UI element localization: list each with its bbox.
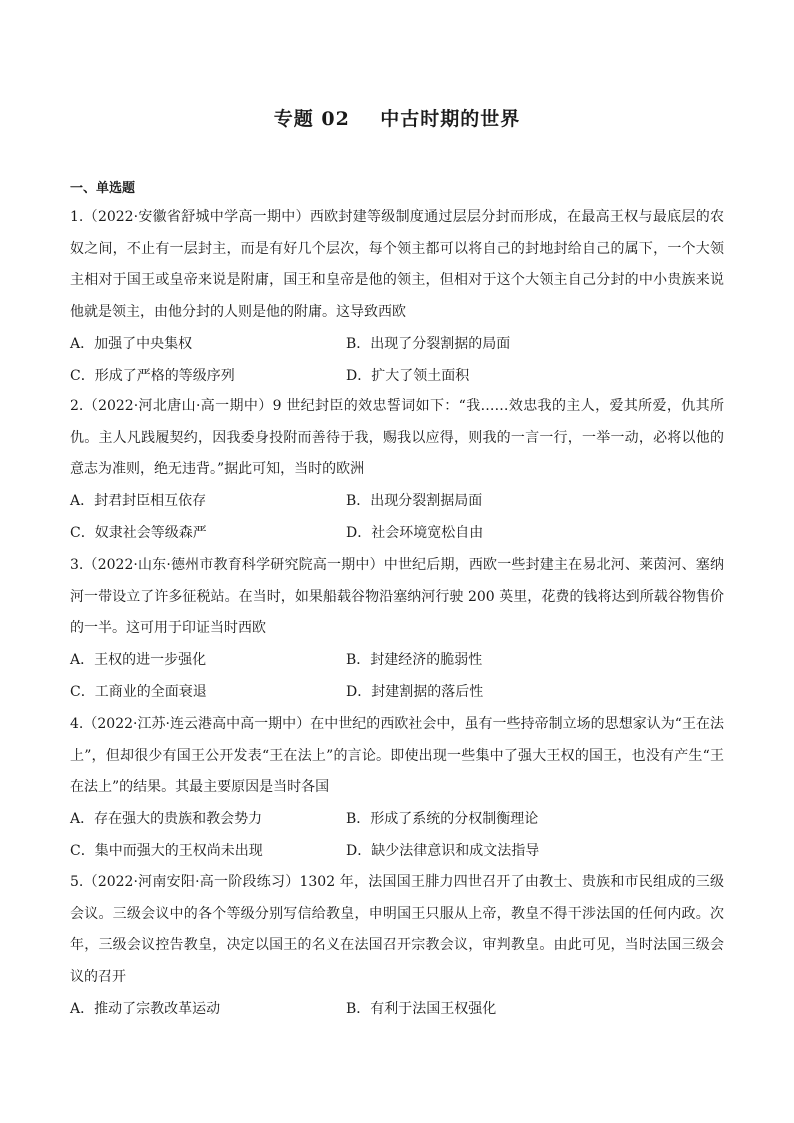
option-b: B．有利于法国王权强化: [346, 1000, 497, 1017]
question-1: [70, 202, 724, 392]
option-c: C．奴隶社会等级森严: [70, 524, 207, 541]
question-3: [70, 550, 724, 709]
question-stem: 3.（2022·山东·德州市教育科学研究院高一期中）中世纪后期，西欧一些封建主在易北河、莱茵河、塞纳河一带设立了许多征税站。在当时，如果船载谷物沿塞纳河行驶 200 英里，花费的钱将达到所载谷物售价的一半。这可用于印证当时西欧: [70, 557, 724, 637]
option-d: D．缺少法律意识和成文法指导: [346, 842, 540, 859]
option-c: C．集中而强大的王权尚未出现: [70, 842, 263, 859]
option-b: B．出现分裂割据局面: [346, 493, 483, 510]
option-a: A．推动了宗教改革运动: [70, 1000, 221, 1017]
question-stem: 4.（2022·江苏·连云港高中高一期中）在中世纪的西欧社会中，虽有一些持帝制立场的思想家认为“王在法上”，但却很少有国王公开发表“王在法上”的言论。即使出现一些集中了强大王权的国王，也没有产生“王在法上”的结果。其最主要原因是当时各国: [70, 716, 724, 796]
option-c: C．工商业的全面衰退: [70, 683, 207, 700]
option-a: A．封君封臣相互依存: [70, 493, 207, 510]
option-d: D．扩大了领土面积: [346, 367, 470, 384]
option-d: D．封建割据的落后性: [346, 683, 484, 700]
option-b: B．出现了分裂割据的局面: [346, 335, 511, 352]
option-list: [70, 486, 724, 549]
option-c: C．形成了严格的等级序列: [70, 367, 235, 384]
question-5: [70, 867, 724, 1026]
option-list: [70, 804, 724, 867]
section-heading: 一、单选题: [70, 181, 136, 196]
option-d: D．社会环境宽松自由: [346, 524, 484, 541]
option-b: B．形成了系统的分权制衡理论: [346, 811, 539, 828]
question-4: [70, 709, 724, 868]
question-2: [70, 391, 724, 550]
question-stem: 5.（2022·河南安阳·高一阶段练习）1302 年，法国国王腓力四世召开了由教士、贵族和市民组成的三级会议。三级会议中的各个等级分别写信给教皇，申明国王只服从上帝，教皇不得干涉法国的任何内政。次年，三级会议控告教皇，决定以国王的名义在法国召开宗教会议，审判教皇。由此可见，当时法国三级会议的召开: [70, 874, 724, 986]
question-stem: 1.（2022·安徽省舒城中学高一期中）西欧封建等级制度通过层层分封而形成，在最高王权与最底层的农奴之间，不止有一层封主，而是有好几个层次，每个领主都可以将自己的封地封给自己的属下，一个大领主相对于国王或皇帝来说是附庸，国王和皇帝是他的领主，但相对于这个大领主自己分封的中小贵族来说他就是领主，由他分封的人则是他的附庸。这导致西欧: [70, 209, 724, 321]
option-a: A．王权的进一步强化: [70, 652, 207, 669]
option-a: A．加强了中央集权: [70, 335, 193, 352]
option-b: B．封建经济的脆弱性: [346, 652, 483, 669]
option-list: [70, 329, 724, 392]
question-stem: 2.（2022·河北唐山·高一期中）9 世纪封臣的效忠誓词如下：“我……效忠我的主人，爱其所爱，仇其所仇。主人凡践履契约，因我委身投附而善待于我，赐我以应得，则我的一言一行，一举一动，必将以他的意志为准则，绝无违背。”据此可知，当时的欧洲: [70, 398, 724, 478]
option-list: [70, 645, 724, 708]
option-a: A．存在强大的贵族和教会势力: [70, 811, 263, 828]
option-list: [70, 994, 724, 1026]
page-title: 专题 02 中古时期的世界: [273, 108, 521, 130]
